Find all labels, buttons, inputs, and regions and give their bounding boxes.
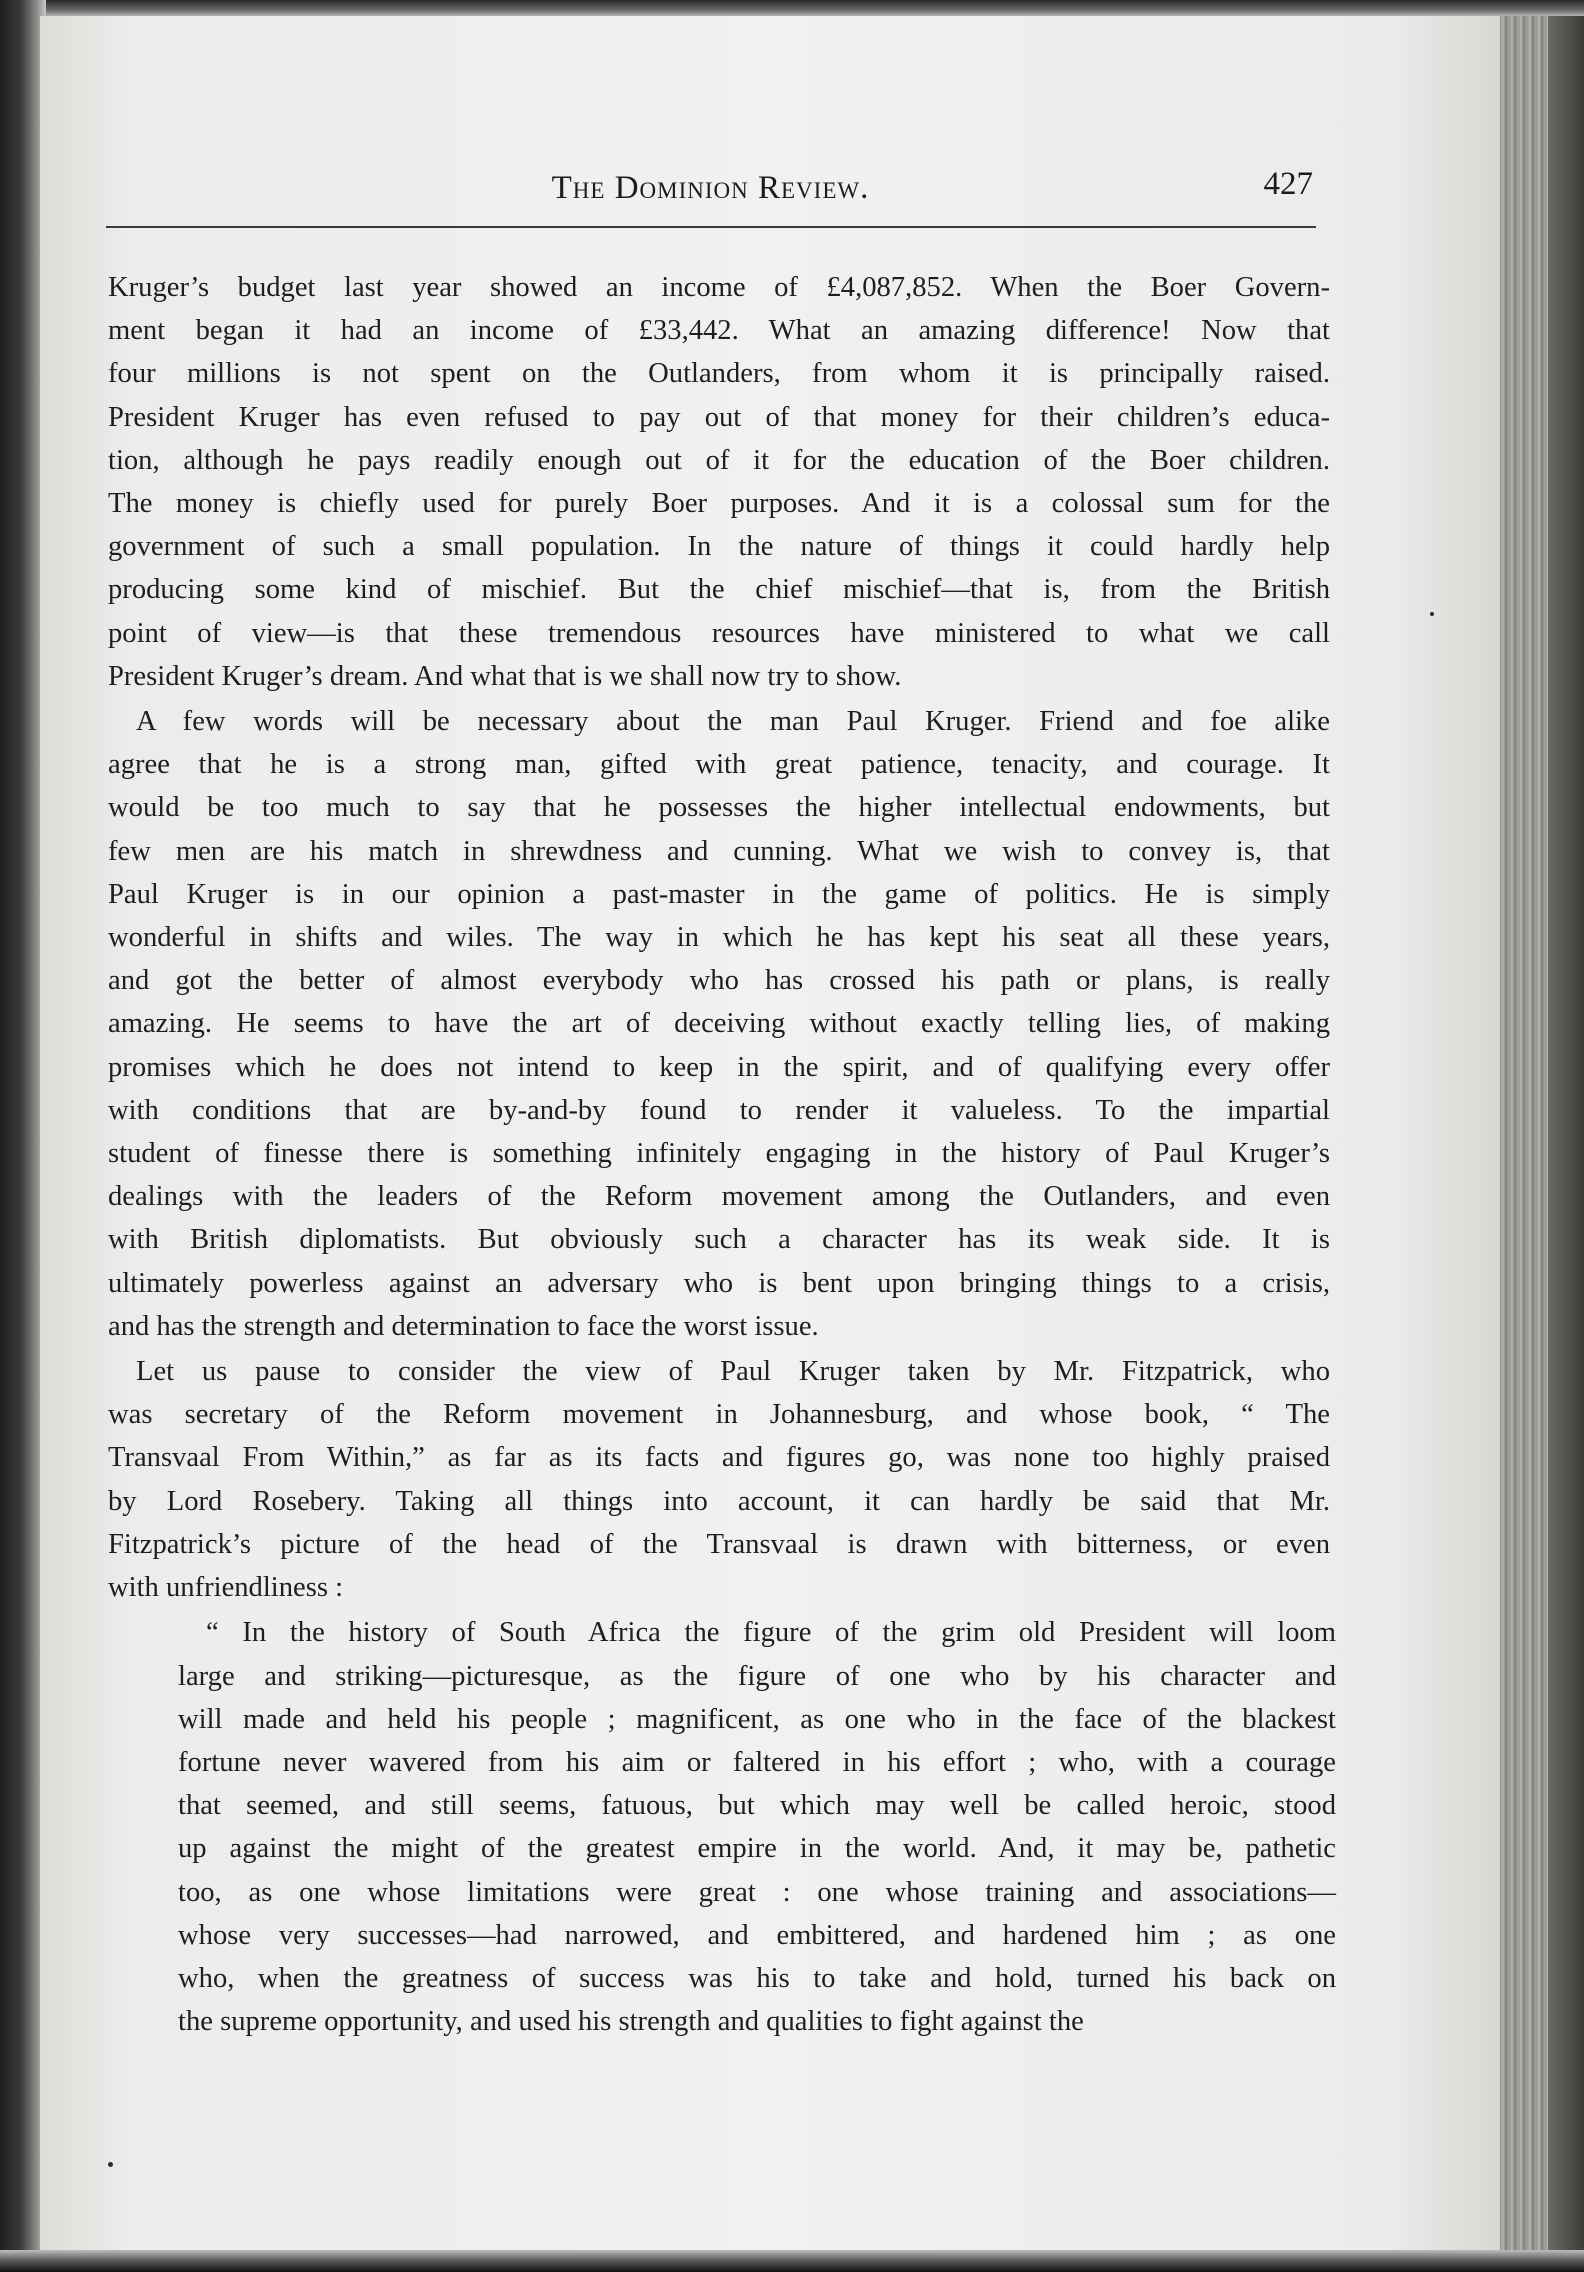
text-line: that seemed, and still seems, fatuous, but which may well be called heroic, stood	[178, 1790, 1336, 1822]
text-line: Fitzpatrick’s picture of the head of the Transvaal is drawn with bitterness, or even	[108, 1528, 1330, 1560]
text-line: tion, although he pays readily enough out of it for the education of the Boer children.	[108, 444, 1330, 476]
text-line: producing some kind of mischief. But the chief mischief—that is, from the British	[108, 574, 1330, 606]
text-line: four millions is not spent on the Outlanders, from whom it is principally raised.	[108, 358, 1330, 390]
scan-speck	[1430, 612, 1434, 616]
scan-border-bottom	[0, 2250, 1584, 2272]
paragraph	[108, 266, 1330, 698]
page-number: 427	[1263, 166, 1313, 202]
text-line: the supreme opportunity, and used his strength and qualities to fight against the	[178, 2006, 1084, 2038]
paragraph	[108, 1350, 1330, 1609]
text-line: The money is chiefly used for purely Boer purposes. And it is a colossal sum for the	[108, 488, 1330, 520]
paragraph	[108, 700, 1330, 1348]
text-line: with conditions that are by-and-by found to render it valueless. To the impartial	[108, 1094, 1330, 1126]
text-line: who, when the greatness of success was his to take and hold, turned his back on	[178, 1962, 1336, 1994]
text-line: government of such a small population. In the nature of things it could hardly help	[108, 531, 1330, 563]
text-line: would be too much to say that he possesses the higher intellectual endowments, but	[108, 792, 1330, 824]
text-line: was secretary of the Reform movement in Johannesburg, and whose book, “ The	[108, 1399, 1330, 1431]
text-line: ultimately powerless against an adversary who is bent upon bringing things to a crisis,	[108, 1267, 1330, 1299]
text-line: dealings with the leaders of the Reform movement among the Outlanders, and even	[108, 1181, 1330, 1213]
text-line: too, as one whose limitations were great : one whose training and associations—	[178, 1876, 1336, 1908]
page-fore-edge-shadow	[1548, 16, 1584, 2252]
text-line: will made and held his people ; magnificent, as one who in the face of the blackest	[178, 1703, 1336, 1735]
text-line: with British diplomatists. But obviously such a character has its weak side. It is	[108, 1224, 1330, 1256]
text-line: “ In the history of South Africa the figure of the grim old President will loom	[206, 1617, 1336, 1649]
text-line: agree that he is a strong man, gifted with great patience, tenacity, and courage. It	[108, 749, 1330, 781]
page-body	[108, 266, 1336, 2045]
header-rule	[106, 226, 1316, 228]
text-line: fortune never wavered from his aim or faltered in his effort ; who, with a courage	[178, 1746, 1336, 1778]
text-line: large and striking—picturesque, as the figure of one who by his character and	[178, 1660, 1336, 1692]
text-line: student of finesse there is something infinitely engaging in the history of Paul Kruger’s	[108, 1138, 1330, 1170]
block-quote	[178, 1611, 1336, 2043]
text-line: Paul Kruger is in our opinion a past-master in the game of politics. He is simply	[108, 878, 1330, 910]
running-title: The Dominion Review.	[551, 170, 870, 206]
scan-speck	[108, 2162, 113, 2167]
text-line: A few words will be necessary about the man Paul Kruger. Friend and foe alike	[136, 706, 1330, 738]
text-line: point of view—is that these tremendous resources have ministered to what we call	[108, 617, 1330, 649]
text-line: Kruger’s budget last year showed an income of £4,087,852. When the Boer Govern-	[108, 272, 1330, 303]
text-line: up against the might of the greatest empire in the world. And, it may be, pathetic	[178, 1833, 1336, 1865]
text-line: promises which he does not intend to keep in the spirit, and of qualifying every offer	[108, 1051, 1330, 1083]
text-line: Let us pause to consider the view of Paul Kruger taken by Mr. Fitzpatrick, who	[136, 1356, 1330, 1388]
text-line: by Lord Rosebery. Taking all things into account, it can hardly be said that Mr.	[108, 1485, 1330, 1517]
text-line: wonderful in shifts and wiles. The way in which he has kept his seat all these years,	[108, 922, 1330, 954]
text-line: President Kruger has even refused to pay out of that money for their children’s educa-	[108, 401, 1330, 433]
text-line: whose very successes—had narrowed, and embittered, and hardened him ; as one	[178, 1919, 1336, 1951]
text-line: amazing. He seems to have the art of deceiving without exactly telling lies, of making	[108, 1008, 1330, 1040]
text-line: and got the better of almost everybody who has crossed his path or plans, is really	[108, 965, 1330, 997]
running-header	[108, 166, 1313, 228]
text-line: President Kruger’s dream. And what that is we shall now try to show.	[108, 660, 902, 692]
text-line: ment began it had an income of £33,442. What an amazing difference! Now that	[108, 315, 1330, 347]
text-line: with unfriendliness :	[108, 1572, 344, 1604]
text-line: and has the strength and determination to face the worst issue.	[108, 1310, 819, 1342]
text-line: Transvaal From Within,” as far as its facts and figures go, was none too highly praised	[108, 1442, 1330, 1474]
text-line: few men are his match in shrewdness and cunning. What we wish to convey is, that	[108, 835, 1330, 867]
